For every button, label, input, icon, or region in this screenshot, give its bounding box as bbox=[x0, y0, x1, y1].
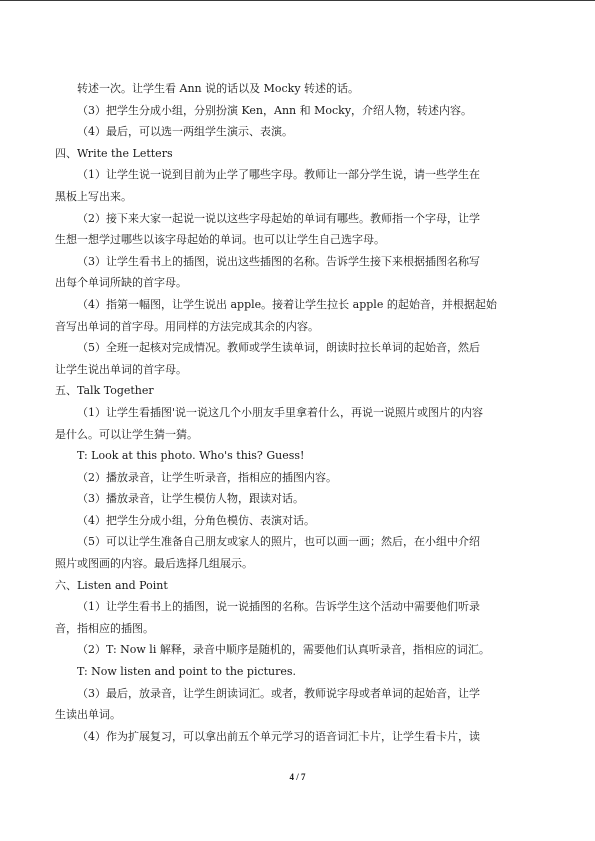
text-line: 照片或图画的内容。最后选择几组展示。 bbox=[55, 557, 253, 571]
text-line: （2）接下来大家一起说一说以这些字母起始的单词有哪些。教师指一个字母，让学 bbox=[77, 211, 480, 225]
text-line: 五、Talk Together bbox=[55, 384, 154, 398]
text-line: （1）让学生看书上的插图，说一说插图的名称。告诉学生这个活动中需要他们听录 bbox=[77, 600, 480, 614]
text-line: 音写出单词的首字母。用同样的方法完成其余的内容。 bbox=[55, 319, 319, 333]
text-line: 是什么。可以让学生猜一猜。 bbox=[55, 427, 198, 441]
text-line: （3）播放录音，让学生模仿人物，跟读对话。 bbox=[77, 492, 304, 506]
text-line: （4）最后，可以选一两组学生演示、表演。 bbox=[77, 125, 293, 139]
text-line: （3）让学生看书上的插图，说出这些插图的名称。告诉学生接下来根据插图名称写 bbox=[77, 254, 480, 268]
text-line: （1）让学生看插图'说一说这几个小朋友手里拿着什么，再说一说照片或图片的内容 bbox=[77, 405, 484, 419]
text-line: （4）把学生分成小组，分角色模仿、表演对话。 bbox=[77, 513, 315, 527]
text-line: （2）播放录音，让学生听录音，指相应的插图内容。 bbox=[77, 470, 337, 484]
text-line: （3）把学生分成小组，分别扮演 Ken，Ann 和 Mocky，介绍人物，转述内容。 bbox=[77, 103, 473, 117]
text-line: （3）最后，放录音，让学生朗读词汇。或者，教师说字母或者单词的起始音，让学 bbox=[77, 686, 480, 700]
text-line: T: Now listen and point to the pictures. bbox=[77, 665, 297, 679]
header-rule bbox=[0, 0, 595, 1]
text-line: 生想一想学过哪些以该字母起始的单词。也可以让学生自己选字母。 bbox=[55, 233, 385, 247]
text-line: 黑板上写出来。 bbox=[55, 189, 132, 203]
text-line: （4）指第一幅图，让学生说出 apple。接着让学生拉长 apple 的起始音，并根据起始 bbox=[77, 297, 497, 311]
text-line: 生读出单词。 bbox=[55, 708, 121, 722]
text-line: T: Look at this photo. Who's this? Guess! bbox=[77, 449, 305, 463]
page-number: 4 / 7 bbox=[289, 772, 306, 782]
text-line: （1）让学生说一说到目前为止学了哪些字母。教师让一部分学生说，请一些学生在 bbox=[77, 168, 480, 182]
text-line: 六、Listen and Point bbox=[55, 578, 168, 592]
text-line: 让学生说出单词的首字母。 bbox=[55, 362, 187, 376]
text-line: （5）全班一起核对完成情况。教师或学生读单词，朗读时拉长单词的起始音，然后 bbox=[77, 341, 480, 355]
text-line: 出每个单词所缺的首字母。 bbox=[55, 276, 187, 290]
text-line: 四、Write the Letters bbox=[55, 146, 173, 160]
text-line: （4）作为扩展复习，可以拿出前五个单元学习的语音词汇卡片，让学生看卡片，读 bbox=[77, 729, 480, 743]
text-line: 音，指相应的插图。 bbox=[55, 621, 154, 635]
text-line: （5）可以让学生准备自己朋友或家人的照片，也可以画一画；然后，在小组中介绍 bbox=[77, 535, 480, 549]
document-body bbox=[55, 78, 535, 747]
text-line: （2）T: Now li 解释，录音中顺序是随机的，需要他们认真听录音，指相应的词汇。 bbox=[77, 643, 490, 657]
text-line: 转述一次。让学生看 Ann 说的话以及 Mocky 转述的话。 bbox=[77, 82, 360, 95]
